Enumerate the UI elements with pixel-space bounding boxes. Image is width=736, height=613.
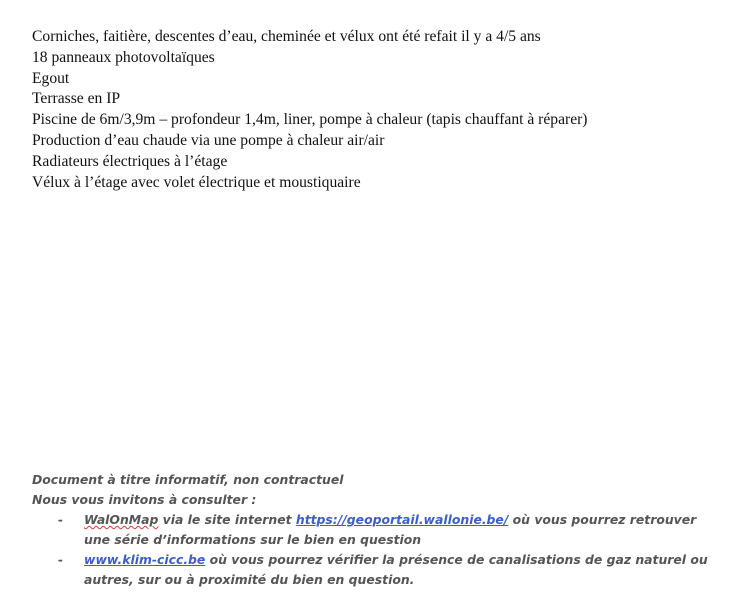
feature-line: Vélux à l’étage avec volet électrique et moustiquaire — [32, 173, 361, 191]
feature-line: Production d’eau chaude via une pompe à chaleur air/air — [32, 131, 385, 149]
klim-cicc-link[interactable]: www.klim-cicc.be — [84, 552, 206, 567]
resource-bullet-klim — [32, 550, 722, 590]
feature-line: 18 panneaux photovoltaïques — [32, 48, 215, 66]
geoportail-link[interactable]: https://geoportail.wallonie.be/ — [295, 512, 509, 527]
resource-bullet-walonmap — [32, 510, 722, 550]
feature-line: Piscine de 6m/3,9m – profondeur 1,4m, liner, pompe à chaleur (tapis chauffant à réparer) — [32, 111, 588, 129]
feature-line: Radiateurs électriques à l’étage — [32, 152, 228, 170]
disclaimer-text: Document à titre informatif, non contractuel — [32, 472, 344, 487]
feature-line: Terrasse en IP — [32, 90, 121, 108]
walonmap-name: WalOnMap — [84, 512, 159, 527]
property-features-list — [32, 27, 722, 193]
feature-line: Egout — [32, 69, 70, 87]
feature-line: Corniches, faitière, descentes d’eau, cheminée et vélux ont été refait il y a 4/5 ans — [32, 28, 541, 45]
bullet-dash: - — [58, 552, 64, 567]
invite-text: Nous vous invitons à consulter : — [32, 492, 257, 507]
bullet-text: où vous pourrez vérifier la présence de canalisations de gaz naturel ou — [205, 552, 708, 567]
bullet-continuation: autres, sur ou à proximité du bien en question. — [84, 572, 415, 587]
bullet-text: via le site internet — [158, 512, 296, 527]
disclaimer-footer — [32, 470, 722, 590]
bullet-dash: - — [58, 512, 64, 527]
bullet-text: où vous pourrez retrouver — [508, 512, 697, 527]
bullet-continuation: une série d’informations sur le bien en question — [84, 532, 422, 547]
